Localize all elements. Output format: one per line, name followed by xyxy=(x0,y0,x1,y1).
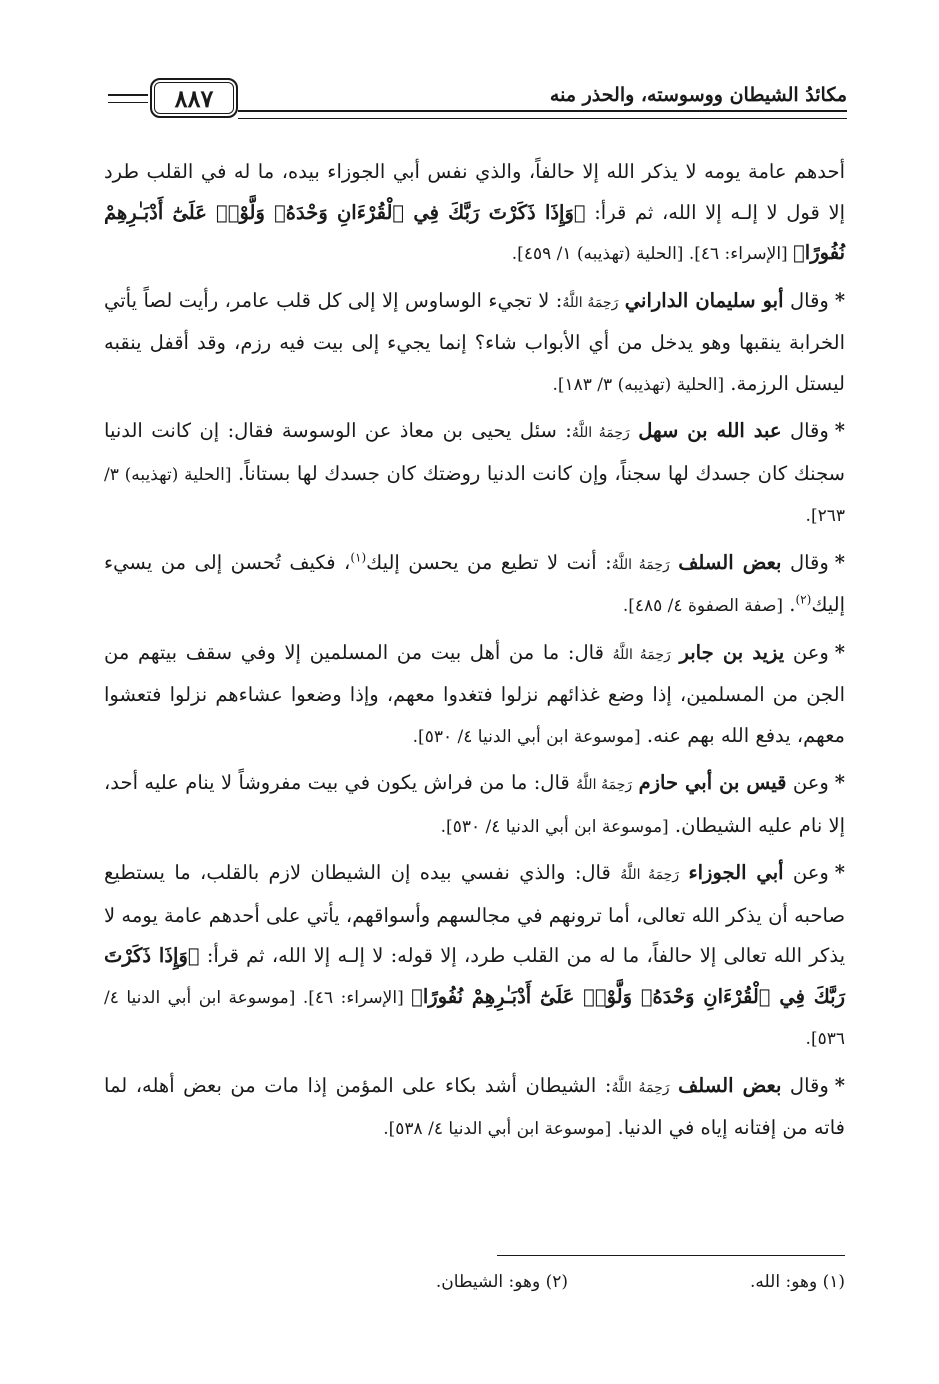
footnote-separator xyxy=(497,1255,845,1256)
narrator-name: قيس بن أبي حازم xyxy=(638,771,787,794)
main-text xyxy=(104,152,845,1156)
paragraph xyxy=(104,281,845,406)
star-marker: * xyxy=(834,771,845,794)
paragraph-prefix: وقال xyxy=(781,550,829,574)
footnotes xyxy=(104,1268,845,1296)
footnote-text: وهو: الله. xyxy=(750,1272,818,1292)
footnote-marker[interactable]: (٢) xyxy=(795,592,812,607)
quran-verse: ﴿وَإِذَا ذَكَرْتَ رَبَّكَ فِي ٱلْقُرْءَانِ وَحْدَهُۥ وَلَّوْا۟ عَلَىٰٓ أَدْبَـٰرِهِمْ نُفُورًا﴾ xyxy=(104,944,846,1008)
star-marker: * xyxy=(834,640,845,664)
honorific: رَحِمَهُ اللَّهُ xyxy=(611,1079,670,1096)
paragraph-text-cont: ، فكيف تُحسن إلى من يسيء إليك xyxy=(104,550,845,616)
paragraph-prefix: وعن xyxy=(786,771,829,794)
source-reference: [صفة الصفوة ٤/ ٤٨٥]. xyxy=(622,596,784,616)
source-reference: [الحلية (تهذيبه) ٣/ ٢٦٣]. xyxy=(104,464,845,526)
narrator-name: بعض السلف xyxy=(678,550,782,574)
paragraph xyxy=(104,152,845,275)
page-header xyxy=(108,80,847,120)
star-marker: * xyxy=(834,861,845,884)
paragraph-text: أحدهم عامة يومه لا يذكر الله إلا حالفاً، والذي نفس أبي الجوزاء بيده، ما له في القلب طرد إلا قول لا إلـه إلا الله، ثم قرأ: xyxy=(104,160,845,224)
header-rule xyxy=(238,110,847,119)
paragraph-prefix: وعن xyxy=(783,861,829,884)
paragraph xyxy=(104,411,845,537)
paragraph xyxy=(104,763,845,847)
header-rule-short xyxy=(108,94,148,103)
paragraph xyxy=(104,853,845,1060)
source-reference: [موسوعة ابن أبي الدنيا ٤/ ٥٣٠]. xyxy=(440,816,669,837)
paragraph-text: : لا تجيء الوساوس إلا إلى كل قلب عامر، رأيت لصاً يأتي الخرابة ينقبها وهو يدخل من أي الأبواب شاء؟ إنما يجيء إلى بيت فيه رزم، وقد أقفل ينقبه ليستل الرزمة. xyxy=(104,288,845,395)
running-title: مكائدُ الشيطان ووسوسته، والحذر منه xyxy=(549,84,847,106)
source-reference: [الحلية (تهذيبه) ١/ ٤٥٩]. xyxy=(511,244,684,264)
footnote-item xyxy=(436,1268,568,1296)
source-reference: [الحلية (تهذيبه) ٣/ ١٨٣]. xyxy=(552,374,725,395)
paragraph-text: : سئل يحيى بن معاذ عن الوسوسة فقال: إن كانت الدنيا سجنك كان جسدك لها سجناً، وإن كانت الدنيا روضتك كان جسدك لها بستاناً. xyxy=(104,419,845,485)
footnote-number: (١) xyxy=(822,1272,845,1292)
star-marker: * xyxy=(834,288,846,312)
paragraph-text: قال: والذي نفسي بيده إن الشيطان لازم بالقلب، ما يستطيع صاحبه أن يذكر الله تعالى، أما ترونهم في مجالسهم وأسواقهم، يأتي على أحدهم عامة يومه لا يذكر الله تعالى إلا حالفاً، ما له من القلب طرد، إلا قوله: لا إلـه إلا الله، ثم قرأ: xyxy=(104,861,845,967)
source-reference: [موسوعة ابن أبي الدنيا ٤/ ٥٣٠]. xyxy=(412,726,641,747)
narrator-name: أبي الجوزاء xyxy=(688,861,784,884)
quran-verse: ﴿وَإِذَا ذَكَرْتَ رَبَّكَ فِي ٱلْقُرْءَانِ وَحْدَهُۥ وَلَّوْا۟ عَلَىٰٓ أَدْبَـٰرِهِمْ نُفُورًا﴾ xyxy=(104,200,845,264)
paragraph-text-end: . xyxy=(783,593,796,616)
paragraph-text: قال: ما من فراش يكون في بيت مفروشاً لا ينام عليه أحد، إلا نام عليه الشيطان. xyxy=(104,771,845,837)
narrator-name: عبد الله بن سهل xyxy=(638,419,782,442)
paragraph-text: قال: ما من أهل بيت من المسلمين إلا وفي سقف بيتهم من الجن من المسلمين، إذا وضع غذائهم نزلوا فتغدوا معهم، وإذا وضعوا عشاءهم نزلوا فتعشوا معهم، يدفع الله بهم عنه. xyxy=(104,640,845,747)
paragraph xyxy=(104,543,845,627)
verse-reference: [الإسراء: ٤٦]. xyxy=(683,244,794,264)
paragraph-text: : أنت لا تطيع من يحسن إليك xyxy=(366,550,612,574)
paragraph xyxy=(104,1066,845,1150)
star-marker: * xyxy=(834,1073,845,1097)
paragraph-prefix: وقال xyxy=(781,419,829,442)
footnote-item xyxy=(750,1268,845,1296)
honorific: رَحِمَهُ اللَّهُ xyxy=(576,777,633,793)
paragraph-prefix: وقال xyxy=(783,288,829,312)
paragraph xyxy=(104,633,845,758)
source-reference: [موسوعة ابن أبي الدنيا ٤/ ٥٣٨]. xyxy=(383,1119,612,1139)
paragraph-prefix: وقال xyxy=(781,1073,829,1097)
paragraph-prefix: وعن xyxy=(784,640,829,664)
narrator-name: بعض السلف xyxy=(678,1073,782,1097)
verse-reference: [الإسراء: ٤٦]. xyxy=(295,987,412,1008)
footnote-number: (٢) xyxy=(545,1272,569,1292)
honorific: رَحِمَهُ اللَّهُ xyxy=(562,294,619,311)
honorific: رَحِمَهُ اللَّهُ xyxy=(620,867,680,883)
page-number: ٨٨٧ xyxy=(150,78,238,118)
paragraph-text: : الشيطان أشد بكاء على المؤمن إذا مات من بعض أهله، لما فاته من إفتانه إياه في الدنيا. xyxy=(104,1073,845,1139)
honorific: رَحِمَهُ اللَّهُ xyxy=(612,646,671,663)
footnote-text: وهو: الشيطان. xyxy=(435,1272,541,1292)
honorific: رَحِمَهُ اللَّهُ xyxy=(571,425,630,441)
narrator-name: أبو سليمان الداراني xyxy=(624,288,784,312)
star-marker: * xyxy=(834,550,845,574)
source-reference: [موسوعة ابن أبي الدنيا ٤/ ٥٣٦]. xyxy=(104,987,845,1049)
footnote-marker[interactable]: (١) xyxy=(350,550,367,564)
narrator-name: يزيد بن جابر xyxy=(679,640,785,664)
honorific: رَحِمَهُ اللَّهُ xyxy=(611,556,670,573)
star-marker: * xyxy=(834,419,845,442)
